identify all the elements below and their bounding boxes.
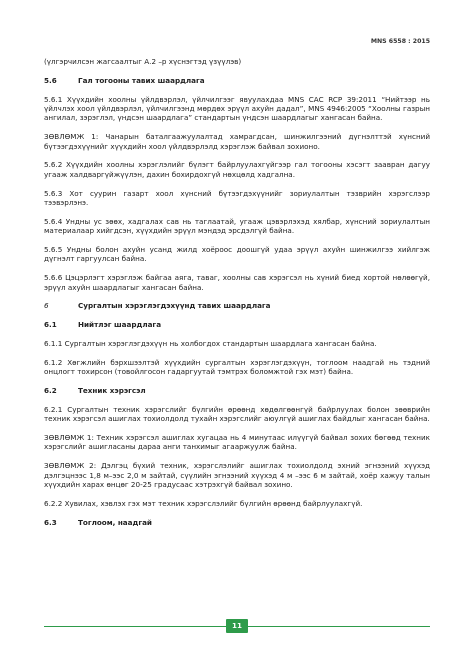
recommendation-5-6-1: ЗӨВЛӨМЖ 1: Чанарын баталгаажуулалтад хамрагдсан, шинжилгээний дүгнэлттэй хүнсний бүтээгдэхүүнийг хүүхдийн хоол үйлдвэрлэлд хэрэглэж байвал зохионо. — [44, 132, 430, 151]
section-number: 6 — [44, 301, 49, 311]
section-number: 6.1 — [44, 320, 57, 330]
section-6-2-heading — [44, 386, 430, 395]
section-title: Тоглоом, наадгай — [78, 517, 152, 527]
section-number: 6.3 — [44, 517, 57, 527]
page-number: 11 — [226, 619, 248, 633]
clause-5-6-5: 5.6.5 Ундны болон ахуйн усанд жилд хоёроос доошгүй удаа эрүүл ахуйн шинжилгээ хийлгэж дүгнэлт гаргуулсан байна. — [44, 245, 430, 264]
clause-6-2-1: 6.2.1 Сургалтын техник хэрэгслийг бүлгийн өрөөнд хөдөлгөөнгүй байрлуулах болон зөөврийн техник хэрэгсэл ашиглах тохиолдолд тухайн хэрэгслийг аюулгүй ашиглах байдлыг хангасан байна. — [44, 404, 430, 424]
clause-5-6-4: 5.6.4 Ундны ус зөөх, хадгалах сав нь таглаатай, угааж цэвэрлэхэд хялбар, хүнсний зориулалтын материалаар хийгдсэн, хүүхдийн эрүүл мэндэд эрсдэлгүй байна. — [44, 216, 430, 236]
clause-5-6-2: 5.6.2 Хүүхдийн хоолны хэрэглэлийг бүлэгт байрлуулахгүйгээр гал тогооны хэсэгт заавран дагуу угааж халдваргүйжүүлэн, дахин бохирдохгүй нөхцөлд хадгална. — [44, 160, 430, 179]
clause-6-1-2: 6.1.2 Хөгжлийн бэрхшээлтэй хүүхдийн сургалтын хэрэглэгдэхүүн, тоглоом наадгай нь тэдний онцлогт тохирсон (товойлгосон гадаргуутай тэмтрэх боломжтой гэх мэт) байна. — [44, 357, 430, 377]
recommendation-6-2-2: ЗӨВЛӨМЖ 2: Дэлгэц бүхий техник, хэрэгслэлийг ашиглах тохиолдолд эхний эгнээний хүүхэд дэлгэцнээс 1,8 м–ээс 2,0 м зайтай, сүүлийн эгнээний хүүхэд 4 м –ээс 6 м зайтай, хоёр хажуу талын хүүхдийн харах өнцөг 20-25 градусаас хэтрэхгүй байвал зохино. — [44, 461, 430, 490]
clause-5-6-1: 5.6.1 Хүүхдийн хоолны үйлдвэрлэл, үйлчилгээг явуулахдаа MNS CAC RCP 39:2011 “Нийтээр нь үйлчлэх хоол үйлдвэрлэл, үйлчилгээнд мөрдөх эрүүл ахуйн дадал”, MNS 4946:2005 “Хоолны газрын ангилал, зэрэглэл, үндсэн шаардлага” стандартын үндсэн шаардлагыг хангасан байна. — [44, 94, 430, 123]
clause-6-1-1: 6.1.1 Сургалтын хэрэглэгдэхүүн нь холбогдох стандартын шаардлага хангасан байна. — [44, 339, 377, 349]
document-number: MNS 6558 : 2015 — [370, 38, 430, 45]
section-title: Гал тогооны тавих шаардлага — [78, 75, 205, 85]
section-title: Техник хэрэгсэл — [78, 386, 146, 396]
intro-note: (үлгэрчилсэн жагсаалтыг А.2 –р хүснэгтэд үзүүлэв) — [44, 57, 242, 66]
recommendation-6-2-1: ЗӨВЛӨМЖ 1: Техник хэрэгсэл ашиглах хугацаа нь 4 минутаас илүүгүй байвал зохих бөгөөд техник хэрэгслийг ашигласаны дараа анги танхимыг агааржуулж байна. — [44, 433, 430, 452]
section-6-3-heading — [44, 518, 430, 527]
section-5-6-heading — [44, 76, 430, 85]
section-title: Нийтлэг шаардлага — [78, 320, 162, 330]
clause-5-6-3: 5.6.3 Хот суурин газарт хоол хүнсний бүтээгдэхүүнийг зориулалтын тэзврийн хэрэгслээр тээвэрлэнэ. — [44, 188, 430, 208]
section-6-heading — [44, 301, 430, 310]
section-title: Сургалтын хэрэглэгдэхүүнд тавих шаардлага — [78, 301, 271, 311]
section-number: 6.2 — [44, 386, 57, 396]
section-number: 5.6 — [44, 75, 57, 85]
clause-6-2-2: 6.2.2 Хувилах, хэвлэх гэх мэт техник хэрэгслэлийг бүлгийн өрөөнд байрлуулахгүй. — [44, 498, 363, 508]
section-6-1-heading — [44, 320, 430, 329]
clause-5-6-6: 5.6.6 Цэцэрлэгт хэрэглэж байгаа аяга, таваг, хоолны сав хэрэгсэл нь хүний биед хортой нөлөөгүй, эрүүл ахуйн шаардлагыг хангасан байна. — [44, 273, 430, 292]
page-body — [44, 57, 430, 527]
